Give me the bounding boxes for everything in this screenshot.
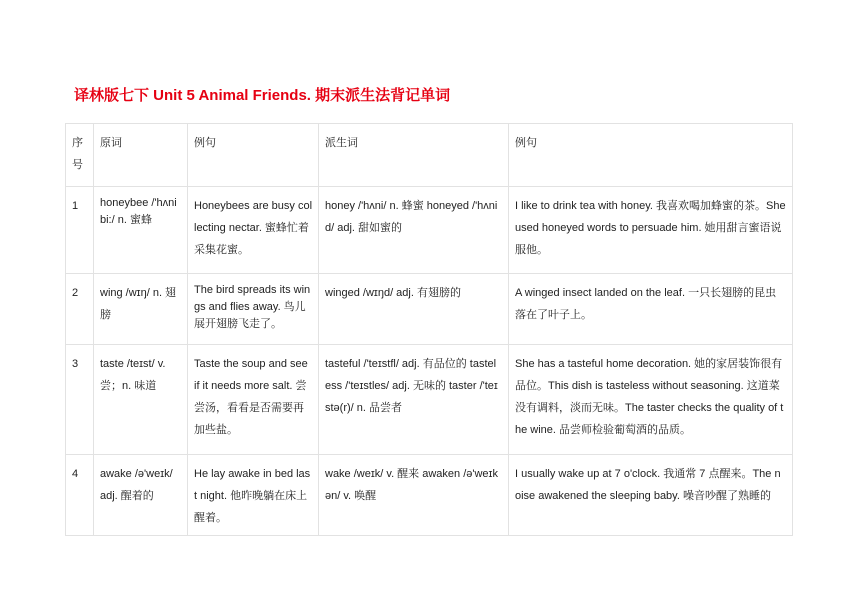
row-word: awake /ə'weɪk/ adj. 醒着的: [94, 455, 188, 536]
row-example: Taste the soup and see if it needs more salt. 尝尝汤，看看是否需要再加些盐。: [188, 345, 319, 455]
table-row: [66, 187, 793, 274]
row-example: Honeybees are busy collecting nectar. 蜜蜂忙着采集花蜜。: [188, 187, 319, 274]
row-derived-example: I like to drink tea with honey. 我喜欢喝加蜂蜜的茶。She used honeyed words to persuade him. 她用甜言蜜语说服他。: [509, 187, 793, 274]
table-row: [66, 274, 793, 345]
row-derived: wake /weɪk/ v. 醒来 awaken /ə'weɪkən/ v. 唤醒: [319, 455, 509, 536]
vocabulary-table: [65, 123, 793, 536]
table-row: [66, 345, 793, 455]
row-number: 1: [66, 187, 94, 274]
row-example: The bird spreads its wings and flies away. 鸟儿展开翅膀飞走了。: [188, 274, 319, 345]
header-number: 序号: [66, 124, 94, 187]
row-derived-example: I usually wake up at 7 o'clock. 我通常 7 点醒来。The noise awakened the sleeping baby. 噪音吵醒了熟睡的: [509, 455, 793, 536]
header-derived-example: 例句: [509, 124, 793, 187]
row-number: 4: [66, 455, 94, 536]
row-number: 2: [66, 274, 94, 345]
row-derived: tasteful /'teɪstfl/ adj. 有品位的 tasteless /'teɪstles/ adj. 无味的 taster /'teɪstə(r)/ n. 品尝者: [319, 345, 509, 455]
row-derived: honey /'hʌni/ n. 蜂蜜 honeyed /'hʌnid/ adj. 甜如蜜的: [319, 187, 509, 274]
row-number: 3: [66, 345, 94, 455]
header-word: 原词: [94, 124, 188, 187]
row-derived: winged /wɪŋd/ adj. 有翅膀的: [319, 274, 509, 345]
row-word: honeybee /'hʌnibi:/ n. 蜜蜂: [94, 187, 188, 274]
row-word: wing /wɪŋ/ n. 翅膀: [94, 274, 188, 345]
row-derived-example: A winged insect landed on the leaf. 一只长翅膀的昆虫落在了叶子上。: [509, 274, 793, 345]
row-word: taste /teɪst/ v. 尝；n. 味道: [94, 345, 188, 455]
row-example: He lay awake in bed last night. 他昨晚躺在床上醒着。: [188, 455, 319, 536]
table-row: [66, 455, 793, 536]
header-derived: 派生词: [319, 124, 509, 187]
document-title: 译林版七下 Unit 5 Animal Friends. 期末派生法背记单词: [74, 87, 451, 104]
table-header-row: [66, 124, 793, 187]
header-example: 例句: [188, 124, 319, 187]
row-derived-example: She has a tasteful home decoration. 她的家居装饰很有品位。This dish is tasteless without seasoning. 这道菜没有调料，淡而无味。The taster checks the quality of the wine. 品尝师检验葡萄酒的品质。: [509, 345, 793, 455]
